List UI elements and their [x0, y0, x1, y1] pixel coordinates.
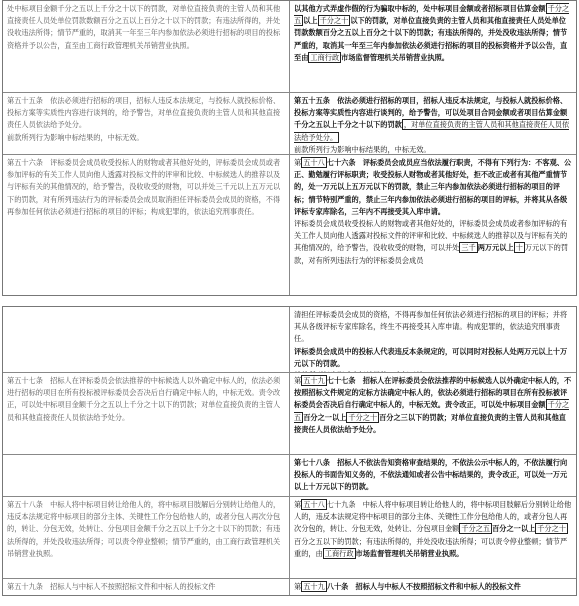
new-article-cell: [290, 579, 576, 595]
deleted-text: 千分之五: [294, 4, 570, 26]
plain-text: 清担任评标委员会成员的资格，不得再参加任何依法必须进行招标的项目的评标；并将其从各级评标专家库除名，终生不再接受其入库申请。: [294, 310, 568, 332]
bold-text: [294, 371, 431, 372]
old-article-cell: [3, 373, 290, 454]
old-article-text: 第五十七条 招标人在评标委员会依法推荐的中标候选人以外确定中标人的，依法必须进行招标的项目在所有投标被评标委员会否决后自行确定中标人的，中标无效。责令改正，可以处中标项目金额千分之五以上千分之十以下的罚款；对单位直接负责的主管人员和其他直接责任人员依法给予处分。: [7, 376, 281, 422]
old-article-cell: [3, 579, 290, 595]
bold-text: 以其他方式弄虚作假的行为骗取中标的，处中标项目金额或者招标项目估算金额: [294, 4, 546, 13]
old-article-text: 第五十六条 评标委员会成员收受投标人的财物或者其他好处的，评标委员会成员或者参加评标的有关工作人员向他人透露对投标文件的评审和比较、中标候选人的推荐以及与评标有关的其他情况的，给予警告，没收收受的财物，可以并处三千元以上五万元以下的罚款，对有所列违法行为的评标委员会成员取消担任评标委员会成员的资格，不得再参加任何依法必须进行招标的项目的评标；构成犯罪的，依法追究刑事责任。: [7, 158, 281, 216]
bold-text: 七十七条 招标人在评标委员会依法推荐的中标候选人以外确定中标人的，不按照招标文件规定的定标方法确定中标人的，依法必须进行招标的项目在所有投标被评标委员会否决后自行确定中标人的，中标无效。责令改正，可以处中标项目金额: [294, 376, 572, 410]
bold-text: 百分之三以下的罚款；对单位直接负责的主管人员和其他直接责任人员依法给予处分。: [294, 412, 566, 434]
old-article-text: 第五十八条 中标人将中标项目转让给他人的，将中标项目肢解后分别转让给他人的，违反本法规定将中标项目的部分主体、关键性工作分包给他人的，或者分包人再次分包的，转让、分包无效，处转让、分包项目金额千分之五以上千分之十以下的罚款；有违法所得的，并处没收违法所得；可以责令停业整顿；情节严重的，由工商行政管理机关吊销营业执照。: [7, 500, 281, 558]
deleted-text: 五十八: [303, 158, 325, 167]
deleted-text: 五十九: [303, 376, 325, 385]
bold-text: 八十条 招标人与中标人不按照招标文件和中标人的投标文件: [326, 582, 521, 591]
bold-text: 市场监督管理机关吊销营业执照。: [355, 548, 464, 558]
new-article-cell: [290, 1, 576, 92]
bold-text: 第五十五条 依法必须进行招标的项目，招标人违反本法规定，与投标人就投标价格、投标方案等实质性内容进行谈判的，给予警告，可以处项目合同金额或者项目估算金额千分之五以上千分之十以下的罚款: [294, 96, 568, 130]
deleted-text: 千分之五: [294, 400, 570, 422]
table-row: [3, 497, 576, 579]
old-article-cell: [3, 497, 290, 578]
new-article-text: [294, 95, 572, 144]
new-article-text: 第 五十九 八十条 招标人与中标人不按照招标文件和中标人的投标文件: [294, 582, 521, 591]
bold-text: 评标委员会成员中的投标人代表违反本条规定的，可以同时对投标人处两万元以上十万元以下的罚款。: [294, 346, 568, 368]
deleted-text: 十: [515, 243, 523, 253]
deleted-text: 千分之十: [319, 16, 349, 26]
plain-text: 评标委员会成员收受投标人的财物或者其他好处的，评标委员会成员或者参加评标的有关工作人员向他人透露对投标文件的评审和比较、中标候选人的推荐以及与评标有关的其他情况的，给予警告，没收收受的财物，可以并处: [294, 219, 568, 253]
plain-text: 百分之五以下的罚款；有违法所得的，并处没收违法所得；可以责令停业整顿；情节严重的，由: [294, 536, 568, 558]
deleted-text: ，对单位直接负责的主管人员和其他直接责任人员依法给予处分。: [294, 120, 570, 142]
new-article-text: 第 五十八 七十六条 评标委员会成员应当依法履行职责，不得有下列行为：不客观、公正、勤勉履行评标职责；收受投标人财物或者其他好处，拒不改正或者有其他严重情节的，处一万元以上五万元以下的罚款，禁止三年内参加依法必须进行招标的项目的评标；情节特别严重的，禁止三年内参加依法必须进行招标的项目的评标，并将其从各级评标专家库除名，三年内不再接受其入库申请。: [294, 158, 572, 216]
old-article-cell: [3, 307, 290, 372]
deleted-text: 工商行政: [324, 548, 354, 558]
plain-text: 万元以下的罚款，对有所列违法行为的评标委员会成员: [294, 243, 569, 265]
old-article-text: 第五十五条 依法必须进行招标的项目，招标人违反本法规定，与投标人就投标价格、投标方案等实质性内容进行谈判的，给予警告，对单位直接负责的主管人员和其他直接责任人员依法给予处分。: [7, 96, 281, 130]
comparison-table-bottom: [2, 306, 577, 596]
deleted-text: 千分之十: [537, 524, 566, 534]
table-row: [3, 1, 576, 93]
table-row: [3, 155, 576, 295]
bold-text: 百分之一以上: [303, 412, 347, 422]
comparison-table-top: [2, 0, 577, 296]
bold-text: 第七十八条 招标人不依法告知资格审查结果的，不依法公示中标人的，不依法履行向投标人的书面告知义务的，不依法通知或者公告中标结果的，责令改正，可以处一万元以上十万元以下的罚款。: [294, 458, 568, 492]
new-article-text: [294, 457, 572, 494]
new-article-text: [294, 309, 572, 346]
old-article-cell: [3, 455, 290, 496]
plain-text: 构成犯罪的，依法追究刑事责任。: [294, 322, 560, 344]
deleted-text: 千分之十: [348, 412, 378, 422]
deleted-text: 工商行政: [310, 52, 340, 62]
bold-text: 百分之一以上: [492, 524, 536, 534]
bold-text: 以上: [303, 16, 318, 26]
new-article-cell: [290, 307, 576, 372]
bold-text: 两万元以上: [477, 243, 514, 253]
old-article-cell: [3, 93, 290, 154]
table-row: [3, 307, 576, 373]
new-article-cell: [290, 497, 576, 578]
table-row: [3, 373, 576, 455]
new-article-cell: [290, 155, 576, 295]
bold-text: 七十六条 评标委员会成员应当依法履行职责，不得有下列行为：不客观、公正、勤勉履行评标职责；收受投标人财物或者其他好处，拒不改正或者有其他严重情节的，处一万元以上五万元以下的罚款，禁止三年内参加依法必须进行招标的项目的评标；情节特别严重的，禁止三年内参加依法必须进行招标的项目的评标，并将其从各级评标专家库除名，三年内不再接受其入库申请。: [294, 158, 572, 216]
deleted-text: 五十八: [303, 500, 325, 509]
new-article-text: 第 五十九 七十七条 招标人在评标委员会依法推荐的中标候选人以外确定中标人的，不按照招标文件规定的定标方法确定中标人的，依法必须进行招标的项目在所有投标被评标委员会否决后自行确定中标人的，中标无效。责令改正，可以处中标项目金额 千分之五 百分之一以上 千分之十 百分之三以下的罚款；对单位直接负责的主管人员和其他直接责任人员依法给予处分。: [294, 376, 572, 434]
table-row: [3, 93, 576, 155]
old-article-text: 第五十九条 招标人与中标人不按照招标文件和中标人的投标文件: [7, 582, 216, 591]
deleted-text: 三千: [461, 243, 476, 253]
table-row: [3, 455, 576, 497]
deleted-text: 五十九: [303, 582, 325, 591]
table-row: [3, 579, 576, 595]
bold-text: 以下的罚款，对单位直接负责的主管人员和其他直接责任人员处单位罚款数额百分之五以上百分之十以下的罚款；有违法所得的，并处没收违法所得；情节严重的，取消其一年至三年内参加依法必须进行招标的项目的投标资格并予以公告，直至由: [294, 16, 568, 62]
old-article-cell: [3, 155, 290, 295]
plain-text: 七十九条 中标人将中标项目转让给他人的，将中标项目肢解后分别转让给他人的，违反本法规定将中标项目的部分主体、关键性工作分包给他人的，或者分包人再次分包的，转让、分包无效，处转让、分包项目金额: [294, 500, 572, 534]
new-article-cell: [290, 455, 576, 496]
old-article-cell: [3, 1, 290, 92]
old-article-text: 处中标项目金额千分之五以上千分之十以下的罚款，对单位直接负责的主管人员和其他直接责任人员处单位罚款数额百分之五以上百分之十以下的罚款；有违法所得的，并处没收违法所得；情节严重的，取消其一年至三年内参加依法必须进行招标的项目的投标资格并予以公告，直至由工商行政管理机关吊销营业执照。: [7, 4, 281, 50]
new-article-text: [294, 346, 572, 370]
new-article-text: [294, 370, 572, 372]
new-article-text: [294, 3, 572, 64]
new-article-cell: [290, 93, 576, 154]
new-article-cell: [290, 373, 576, 454]
deleted-text: 千分之五: [461, 524, 491, 534]
bold-text: 市场监督管理机关吊销营业执照。: [341, 52, 449, 62]
new-article-text: [294, 218, 572, 267]
new-article-text: 第 五十八 七十九条 中标人将中标项目转让给他人的，将中标项目肢解后分别转让给他人的，违反本法规定将中标项目的部分主体、关键性工作分包给他人的，或者分包人再次分包的，转让、分包无效，处转让、分包项目金额 千分之五 百分之一以上 千分之十百分之五以下的罚款；有违法所得的，并处没收违法所得；可以责令停业整顿；情节严重的，由 工商行政 市场监督管理机关吊销营业执照。: [294, 500, 572, 558]
new-article-text: 前款所列行为影响中标结果的，中标无效。: [294, 144, 431, 154]
old-article-text: 前款所列行为影响中标结果的，中标无效。: [7, 132, 144, 142]
